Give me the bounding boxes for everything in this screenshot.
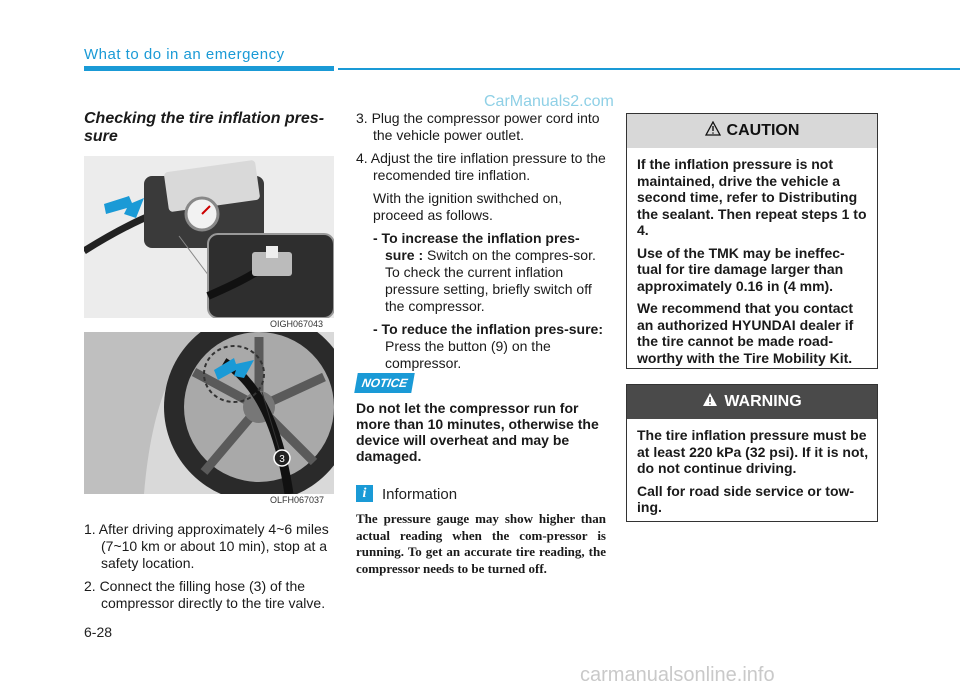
watermark-top: CarManuals2.com: [484, 93, 614, 110]
increase-instruction: [356, 230, 606, 315]
callout-number: 3: [279, 454, 285, 465]
warning-title: WARNING: [724, 393, 802, 410]
warning-body: [627, 419, 877, 530]
header-bar-left: [84, 66, 334, 71]
warning-triangle-icon: [702, 392, 718, 412]
caution-paragraph: We recommend that you contact an authorized HYUNDAI dealer if the tire cannot be made road-worthy with the Tire Mobility Kit.: [637, 300, 854, 366]
caution-title: CAUTION: [726, 122, 800, 139]
information-icon: i: [356, 485, 373, 502]
step-4-note: With the ignition swithched on, proceed as follows.: [373, 190, 563, 223]
warning-box: [626, 384, 878, 522]
step-1: 1. After driving approximately 4~6 miles (7~10 km or about 10 min), stop at a safety location.: [84, 521, 329, 571]
caution-paragraph: If the inflation pressure is not maintained, drive the vehicle a second time, refer to Distributing the sealant. Then repeat steps 1 to 4.: [637, 156, 867, 238]
compressor-photo: [84, 156, 334, 318]
section-heading: Checking the tire inflation pres-sure: [84, 110, 325, 145]
reduce-instruction: [356, 321, 606, 372]
caution-body: [627, 148, 877, 380]
information-title: Information: [382, 486, 458, 503]
reduce-text: Press the button (9) on the compressor.: [385, 338, 551, 371]
caution-paragraph: Use of the TMK may be ineffec-tual for tire damage larger than approximately 0.16 in (4 mm).: [637, 244, 845, 294]
header-bar-right: [338, 68, 960, 70]
step-2: 2. Connect the filling hose (3) of the compressor directly to the tire valve.: [84, 578, 326, 611]
warning-header: [627, 385, 877, 419]
information-text: The pressure gauge may show higher than actual reading when the com-pressor is running. To get an accurate tire reading, the compressor needs to be turned off.: [356, 511, 606, 576]
notice-badge: NOTICE: [354, 373, 415, 393]
photo-code-2: OLFH067037: [270, 495, 325, 505]
caution-header: [627, 114, 877, 148]
caution-box: [626, 113, 878, 369]
increase-label: - To increase the inflation pres-sure :: [373, 230, 580, 263]
photo-code-1: OIGH067043: [270, 319, 324, 329]
step-3: 3. Plug the compressor power cord into the vehicle power outlet.: [356, 110, 600, 143]
steps-list-left: [84, 521, 334, 618]
increase-text: Switch on the compres-sor. To check the current inflation pressure setting, briefly switch off the compressor.: [385, 247, 596, 314]
tire-valve-photo: [84, 332, 334, 494]
warning-paragraph: The tire inflation pressure must be at least 220 kPa (32 psi). If it is not, do not continue driving.: [637, 427, 869, 476]
caution-triangle-icon: [705, 121, 721, 141]
notice-text: Do not let the compressor run for more than 10 minutes, otherwise the device will overheat and may be damaged.: [356, 400, 599, 464]
step-4: 4. Adjust the tire inflation pressure to the recomended tire inflation.: [356, 150, 606, 183]
reduce-label: - To reduce the inflation pres-sure:: [373, 321, 603, 337]
section-title: What to do in an emergency: [84, 46, 285, 63]
steps-list-right: [356, 110, 606, 378]
page-number: 6-28: [84, 624, 113, 640]
watermark-bottom: carmanualsonline.info: [580, 664, 775, 686]
warning-paragraph: Call for road side service or tow-ing.: [637, 482, 855, 515]
